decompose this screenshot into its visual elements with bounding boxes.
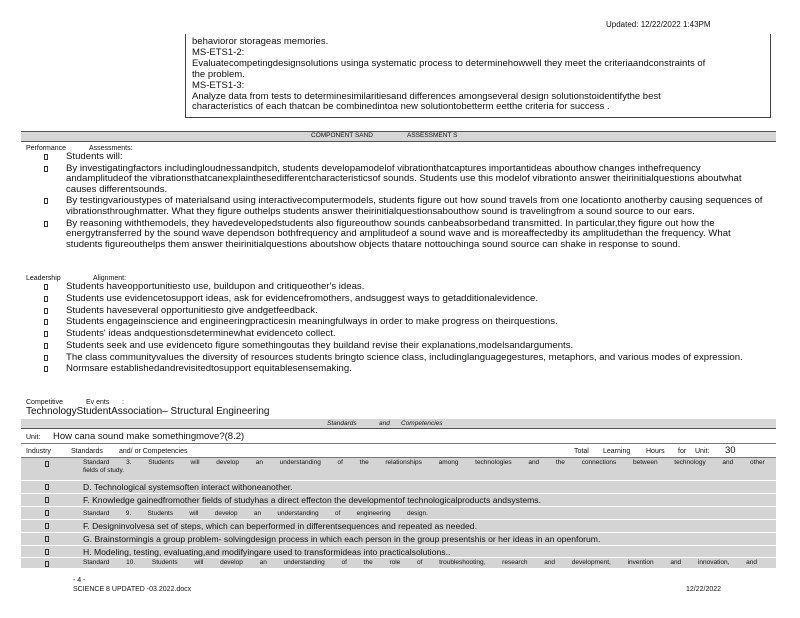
standard-word: 9. <box>125 510 132 517</box>
standard-word: of <box>337 459 343 466</box>
bar-label-competencies: Competencies <box>401 420 443 427</box>
assessments-label: Assessments: <box>89 145 133 152</box>
competencies-label: and/ or Competencies <box>119 448 188 455</box>
standard-word: Standard <box>83 510 110 517</box>
standard-word: understanding <box>279 459 321 466</box>
table-row <box>21 494 776 506</box>
bar-label-left: COMPONENT SAND <box>311 132 373 139</box>
bar-label-and: and <box>379 420 390 427</box>
industry-row <box>21 445 776 458</box>
leadership-label: Leadership <box>26 275 61 282</box>
list-item: By reasoning withthemodels, they havedevelopedstudents also figureouthow sounds canbeabsorbedand transmitted. In particular,they figure out how the energytransferred by the sound wave dependson bothfrequency and amplitudeof a sound wave and is moreaffectedby its amplitudethan the frequency. What students figureouthelps them answer theirinitialquestions aboutshow objects thatare nottouchinga sound source can shake in response to sound. <box>25 219 775 251</box>
standard-word: and <box>746 559 757 566</box>
standard-word: and <box>670 559 682 566</box>
standard-text: D. Technological systemsoften interact withoneanother. <box>83 482 293 492</box>
standard-word: connections <box>581 459 617 466</box>
standard-word: 3. <box>126 459 132 466</box>
standard-word: and <box>528 459 540 466</box>
bullet-icon <box>44 319 48 325</box>
standard-word: Students <box>151 559 178 566</box>
list-item: Students' ideas andquestionsdeterminewhat evidenceto collect. <box>25 329 775 340</box>
total-hours-value: 30 <box>725 445 736 456</box>
total-label: Total <box>574 448 589 455</box>
bullet-icon <box>44 355 48 361</box>
standards-continuation-box <box>185 34 771 118</box>
standard-word: and <box>722 459 734 466</box>
table-row <box>21 458 776 480</box>
standard-word: an <box>259 559 267 566</box>
table-row <box>21 481 776 493</box>
standard-word: role <box>389 559 401 566</box>
bullet-icon <box>44 221 48 227</box>
bullet-icon <box>45 510 49 516</box>
list-item: By testingvarioustypes of materialsand using interactivecomputermodels, students figure out how sound travels from one locationto anotherby causing sequences of vibrationsthroughmatter. What they figure outhelps students answer theirinitialquestionsabouthow sound is travelingfrom a sound source to our ears. <box>25 196 775 217</box>
list-item: Students engageinscience and engineeringpracticesin meaningfulways in order to make progress on theirquestions. <box>25 317 775 328</box>
standard-word: develop <box>216 459 240 466</box>
bullet-icon <box>45 484 49 490</box>
standards-table <box>0 458 800 566</box>
top-line: characteristics of each thatcan be combinedintoa new solutiontobetterm eetthe criteria for success . <box>192 101 610 113</box>
standard-word: technology <box>674 459 706 466</box>
table-row <box>21 520 776 532</box>
standard-text: F. Designinvolvesa set of steps, which can beperformed in differentsequences and repeated as needed. <box>83 521 477 531</box>
bar-label-right: ASSESSMENT S <box>407 132 458 139</box>
bullet-icon <box>44 166 48 172</box>
bullet-icon <box>44 198 48 204</box>
list-item: The class communityvalues the diversity of resources students bringto science class, includinglanguagegestures, metaphors, and various modes of expression. <box>25 353 775 364</box>
list-item: Students will: <box>25 152 775 163</box>
leadership-alignment-list <box>25 282 775 375</box>
standard-word: invention <box>627 559 654 566</box>
standard-text <box>83 510 773 517</box>
bullet-icon <box>45 536 49 542</box>
table-row <box>21 507 776 519</box>
performance-label: Performance <box>26 145 67 152</box>
standard-word: Students <box>148 459 174 466</box>
list-item: Students haveopportunitiesto use, buildupon and critiqueother's ideas. <box>25 282 775 293</box>
standard-word: Students <box>147 510 174 517</box>
hours-label: Hours <box>646 448 665 455</box>
footer-filename: SCIENCE 8 UPDATED -03.2022.docx <box>73 586 192 593</box>
standard-word: will <box>190 459 200 466</box>
standard-text: F. Knowledge gainedfromother fields of studyhas a direct effecton the developmentof technologicalproducts andsystems. <box>83 495 541 505</box>
components-assessments-bar <box>21 131 776 142</box>
top-line: MS-ETS1-3: <box>192 79 245 91</box>
top-line: Analyze data from tests to determinesimilaritiesand differences amongseveral design solutionstoidentifythe best <box>192 90 661 102</box>
footer-date: 12/22/2022 <box>686 586 722 593</box>
unit-hours-label: Unit: <box>695 448 710 455</box>
industry-label: Industry <box>26 448 51 455</box>
standards-label: Standards <box>71 448 103 455</box>
standard-word: the <box>555 459 565 466</box>
standard-text: G. Brainstormingis a group problem- solvingdesign process in which each person in the group presentshis or her ideas in an openforum. <box>83 534 601 544</box>
standard-word: understanding <box>277 510 319 517</box>
bullet-icon <box>45 561 49 567</box>
top-line: Evaluatecompetingdesignsolutions usinga systematic process to determinehowwell they meet the criteriaandconstraints of <box>192 57 706 69</box>
bullet-icon <box>44 284 48 290</box>
standard-word: troubleshooting, <box>439 559 486 566</box>
bullet-icon <box>44 366 48 372</box>
standard-word: between <box>633 459 658 466</box>
standard-word: Standard <box>83 559 110 566</box>
bullet-icon <box>44 343 48 349</box>
competitive-label: Competitive <box>26 399 63 406</box>
standard-word: design. <box>406 510 428 517</box>
top-line: the problem. <box>192 68 245 80</box>
standard-word: an <box>253 510 262 517</box>
standard-word: of <box>334 510 341 517</box>
standard-word: Standard <box>83 459 110 466</box>
standard-word: development, <box>571 559 611 566</box>
competitive-event-value: TechnologyStudentAssociation– Structural Engineering <box>26 406 270 417</box>
list-item: Normsare establishedandrevisitedtosupport equitablesensemaking. <box>25 364 775 375</box>
for-label: for <box>678 448 687 455</box>
standard-word: engineering <box>356 510 391 517</box>
standard-word: an <box>255 459 263 466</box>
standard-word: will <box>194 559 204 566</box>
table-row <box>21 546 776 557</box>
top-line: behavioror storageas memories. <box>192 36 329 47</box>
list-item: Students use evidencetosupport ideas, ask for evidencefromothers, andsuggest ways to getadditionalevidence. <box>25 294 775 305</box>
list-item: Students seek and use evidenceto figure somethingoutas they buildand revise their explanations,modelsandarguments. <box>25 341 775 352</box>
standard-text: H. Modeling, testing, evaluating,and modifyingare used to transformideas into practicalsolutions.. <box>83 547 451 557</box>
alignment-label: Alignment: <box>93 275 127 282</box>
standard-word: innovation, <box>697 559 730 566</box>
bullet-icon <box>45 549 49 555</box>
table-row <box>21 533 776 545</box>
list-item: By investigatingfactors includingloudnessandpitch, students developamodelof vibrationthatcaptures importantideas abouthow changes inthefrequency andamplitudeof the vibrationsthatcanexplainthesedifferentcharacteristicsof sounds. Students use this modelof vibrationto answer theirinitialquestions aboutwhat causes differentsounds. <box>25 164 775 196</box>
standard-word: the <box>359 459 369 466</box>
learning-label: Learning <box>603 448 631 455</box>
standard-word: the <box>363 559 373 566</box>
events-label: Ev ents <box>86 399 110 406</box>
bullet-icon <box>45 523 49 529</box>
table-row <box>21 558 776 568</box>
unit-label: Unit: <box>26 434 41 441</box>
standard-word: technologies <box>475 459 512 466</box>
top-line: MS-ETS1-2: <box>192 46 245 58</box>
bullet-icon <box>44 331 48 337</box>
unit-title: How cana sound make somethingmove?(8.2) <box>53 431 245 442</box>
bullet-icon <box>44 308 48 314</box>
unit-row <box>21 431 776 444</box>
standard-word: 10. <box>126 559 136 566</box>
standard-word: among <box>438 459 459 466</box>
standard-word: of <box>417 559 423 566</box>
standards-competencies-bar <box>21 419 776 429</box>
standard-word: of <box>341 559 347 566</box>
bar-label-standards: Standards <box>327 420 357 427</box>
list-item: Students haveseveral opportunitiesto give andgetfeedback. <box>25 306 775 317</box>
bullet-icon <box>45 497 49 503</box>
bullet-icon <box>44 296 48 302</box>
updated-timestamp: Updated: 12/22/2022 1:43PM <box>606 20 711 29</box>
performance-assessments-list <box>25 152 775 250</box>
page-number: - 4 - <box>73 577 86 584</box>
standard-text: Standard 3. Students will develop an understanding of the relationships among technologies and the connections between technology and other fields of study. <box>83 459 765 474</box>
standard-text <box>83 559 773 566</box>
standard-word: research <box>502 559 528 566</box>
events-colon: : <box>122 399 124 406</box>
standard-word: relationships <box>385 459 422 466</box>
standard-word: and <box>544 559 556 566</box>
standard-word: other <box>749 459 765 466</box>
standard-word: will <box>189 510 199 517</box>
standard-word: develop <box>214 510 238 517</box>
bullet-icon <box>45 461 49 467</box>
standard-word: develop <box>220 559 243 566</box>
standard-word: understanding <box>283 559 325 566</box>
bullet-icon <box>44 154 48 160</box>
